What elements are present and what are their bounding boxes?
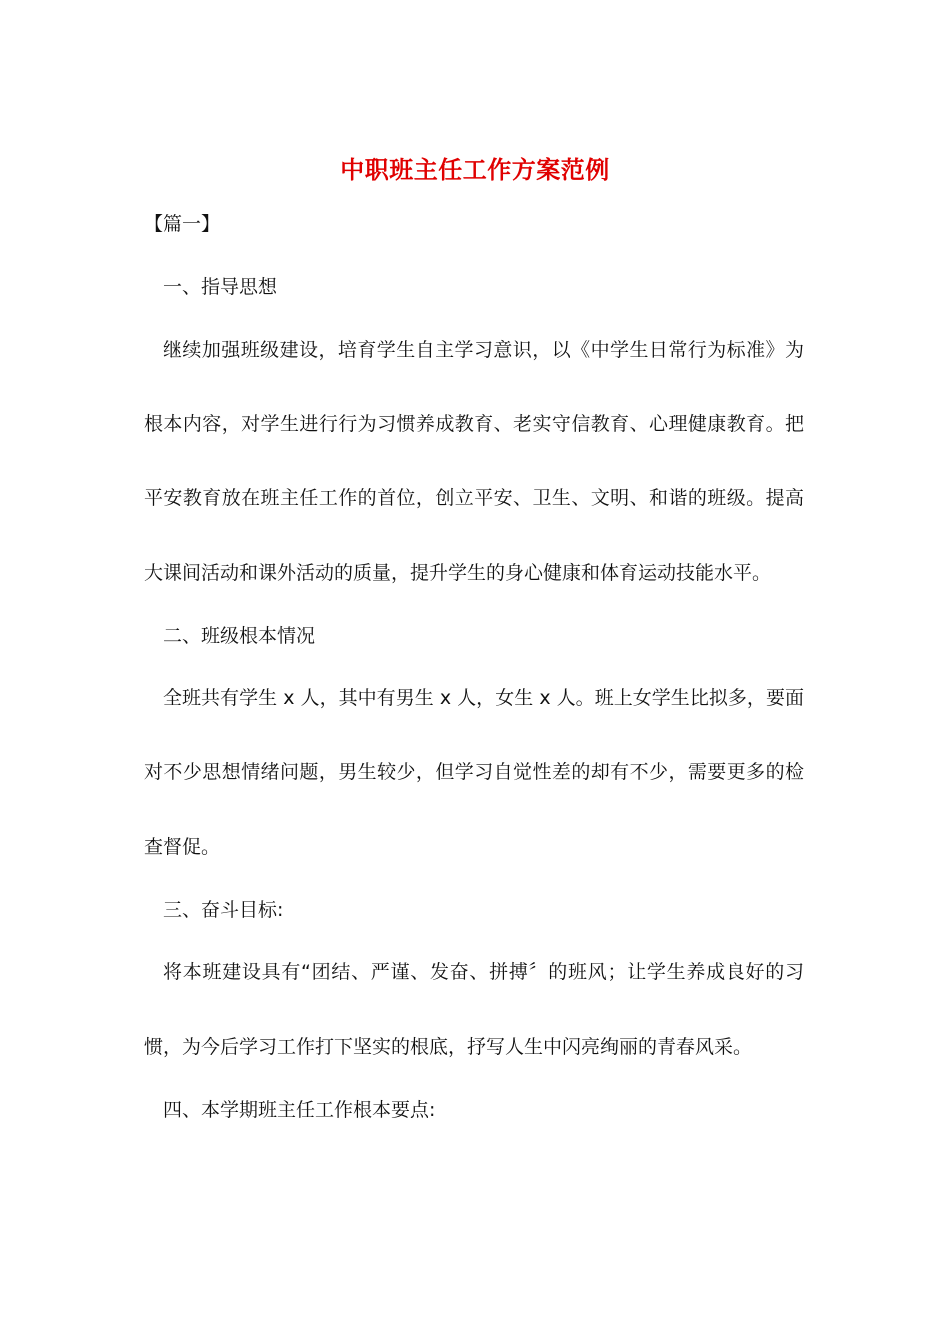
paragraph-line: 平安教育放在班主任工作的首位，创立平安、卫生、文明、和谐的班级。提高 — [144, 487, 804, 509]
paragraph-line: 惯，为今后学习工作打下坚实的根底，抒写人生中闪亮绚丽的青春风采。 — [144, 1036, 753, 1058]
paragraph-line: 将本班建设具有“团结、严谨、发奋、拼搏〞的班风；让学生养成良好的习 — [163, 961, 804, 983]
section-heading-1: 一、指导思想 — [163, 276, 278, 298]
paragraph-line: 对不少思想情绪问题，男生较少，但学习自觉性差的却有不少，需要更多的检 — [144, 761, 804, 783]
part-label: 【篇一】 — [144, 213, 221, 235]
paragraph-line: 继续加强班级建设，培育学生自主学习意识，以《中学生日常行为标准》为 — [163, 339, 804, 361]
paragraph-line: 根本内容，对学生进行行为习惯养成教育、老实守信教育、心理健康教育。把 — [144, 413, 804, 435]
section-heading-4: 四、本学期班主任工作根本要点: — [163, 1099, 436, 1121]
paragraph-line: 查督促。 — [144, 836, 221, 858]
paragraph-line: 大课间活动和课外活动的质量，提升学生的身心健康和体育运动技能水平。 — [144, 562, 772, 584]
document-title: 中职班主任工作方案范例 — [340, 155, 610, 184]
section-heading-2: 二、班级根本情况 — [163, 625, 316, 647]
paragraph-line: 全班共有学生 x 人，其中有男生 x 人，女生 x 人。班上女学生比拟多，要面 — [163, 687, 804, 709]
section-heading-3: 三、奋斗目标: — [163, 899, 284, 921]
